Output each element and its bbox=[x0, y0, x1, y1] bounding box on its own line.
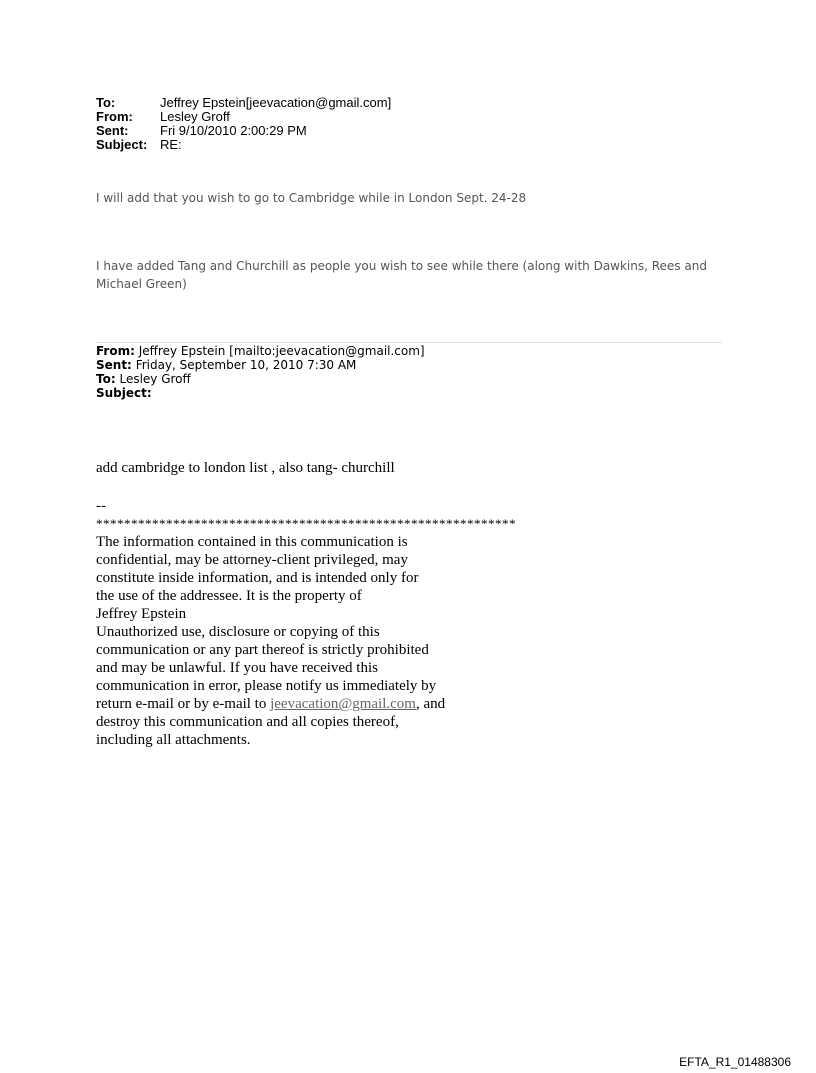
signature-line-with-link bbox=[96, 695, 516, 713]
subject-value: RE: bbox=[160, 137, 182, 152]
reply-line-2: I have added Tang and Churchill as people you wish to see while there (along with Dawkins, Rees and Michael Green) bbox=[96, 259, 707, 291]
from-value: Lesley Groff bbox=[160, 109, 230, 124]
original-body: add cambridge to london list , also tang- churchill bbox=[96, 460, 395, 476]
orig-subject-label: Subject: bbox=[96, 386, 152, 400]
signature-line: the use of the addressee. It is the property of bbox=[96, 588, 362, 604]
orig-to-row bbox=[96, 372, 425, 386]
from-label: From: bbox=[96, 109, 133, 124]
signature-line: The information contained in this communication is bbox=[96, 534, 408, 550]
orig-from-value: Jeffrey Epstein [mailto:jeevacation@gmail.com] bbox=[138, 344, 425, 358]
signature-stars: ************************************************************ bbox=[96, 516, 516, 531]
header-sent-row bbox=[96, 124, 391, 138]
document-id: EFTA_R1_01488306 bbox=[679, 1055, 791, 1069]
orig-to-label: To: bbox=[96, 372, 116, 386]
signature-line: including all attachments. bbox=[96, 732, 251, 748]
reply-line-1: I will add that you wish to go to Cambridge while in London Sept. 24-28 bbox=[96, 191, 527, 205]
orig-from-label: From: bbox=[96, 344, 135, 358]
signature-line: constitute inside information, and is intended only for bbox=[96, 570, 419, 586]
header-to-row bbox=[96, 96, 391, 110]
orig-subject-row bbox=[96, 386, 425, 400]
to-value: Jeffrey Epstein[jeevacation@gmail.com] bbox=[160, 95, 392, 110]
email-link[interactable]: jeevacation@gmail.com bbox=[270, 696, 416, 712]
orig-sent-row bbox=[96, 358, 425, 372]
signature-line: destroy this communication and all copies thereof, bbox=[96, 714, 399, 730]
sent-value: Fri 9/10/2010 2:00:29 PM bbox=[160, 123, 307, 138]
signature-block bbox=[96, 497, 516, 749]
signature-line: confidential, may be attorney-client privileged, may bbox=[96, 552, 408, 568]
signature-line: and may be unlawful. If you have received this bbox=[96, 660, 378, 676]
email-header bbox=[96, 96, 391, 152]
orig-sent-value: Friday, September 10, 2010 7:30 AM bbox=[135, 358, 357, 372]
original-message-header bbox=[96, 344, 425, 400]
signature-line: Jeffrey Epstein bbox=[96, 606, 187, 622]
signature-line-post: , and bbox=[415, 696, 446, 712]
signature-line-pre: return e-mail or by e-mail to bbox=[96, 696, 271, 712]
subject-label: Subject: bbox=[96, 137, 148, 152]
orig-sent-label: Sent: bbox=[96, 358, 132, 372]
signature-line: Unauthorized use, disclosure or copying of this bbox=[96, 624, 380, 640]
orig-to-value: Lesley Groff bbox=[119, 372, 191, 386]
to-label: To: bbox=[96, 95, 116, 110]
header-from-row bbox=[96, 110, 391, 124]
signature-line: communication or any part thereof is strictly prohibited bbox=[96, 642, 429, 658]
signature-line: communication in error, please notify us immediately by bbox=[96, 678, 437, 694]
separator-line bbox=[96, 342, 722, 343]
header-subject-row bbox=[96, 138, 391, 152]
sent-label: Sent: bbox=[96, 123, 129, 138]
orig-from-row bbox=[96, 344, 425, 358]
signature-dashes: -- bbox=[96, 498, 106, 514]
